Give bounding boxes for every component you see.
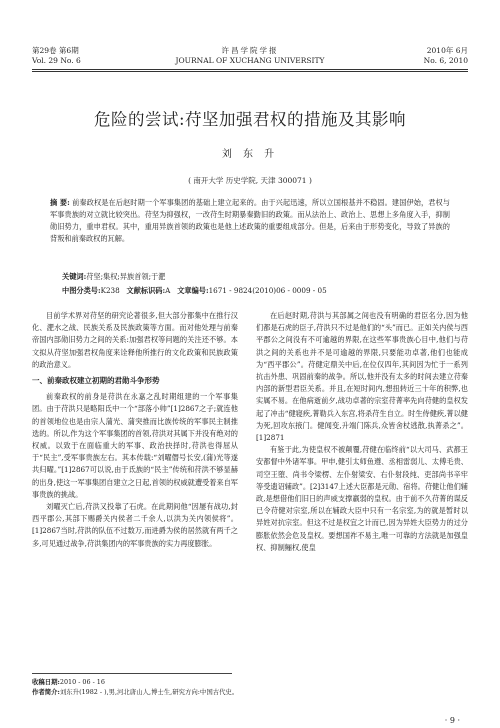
body-paragraph: 刘曜灭亡后,苻洪又投靠了石虎。在此期间他“因屡有战功,封西平郡公,其部下赐爵关内侯者二千余人,以洪为关内领侯将”。[1]2867当时,苻洪的队伍不过数万,而进爵为侯的居然就有两千之多,可见通过战争,苻洪集团内的军事贵族的实力再度膨胀。 <box>32 502 238 548</box>
body-right-column <box>256 310 468 668</box>
article-title: 危险的尝试:苻坚加强君权的措施及其影响 <box>93 110 407 129</box>
keywords-line <box>62 272 165 282</box>
author-bio: 刘东升(1982 - ),男,河北唐山人,博士生,研究方向:中国古代史。 <box>59 688 239 696</box>
journal-date <box>424 46 468 66</box>
author-affiliation: ( 南开大学 历史学院, 天津 300071 ) <box>188 176 312 185</box>
volume-cn: 第29卷 第6期 <box>32 46 79 55</box>
received-line <box>32 677 238 687</box>
author-bio-label: 作者简介: <box>32 688 60 696</box>
volume-en: Vol. 29 No. 6 <box>32 56 81 65</box>
clc-label: 中图分类号: <box>62 286 101 295</box>
article-no-label: 文章编号: <box>177 286 209 295</box>
date-en: No. 6, 2010 <box>423 56 468 65</box>
date-cn: 2010年 6月 <box>426 46 468 55</box>
abstract <box>50 197 450 245</box>
classification-line <box>62 286 327 296</box>
intro-paragraph: 目前学术界对苻坚的研究论著很多,但大部分都集中在推行汉化、淝水之战、民族关系及民族政策等方面。而对他处理与前秦帝国内部勋旧势力之间的关系:加强君权等问题的关注还不够。本文拟从苻坚加强君权角度来诠释他所推行的文化政策和民族政策的政治意义。 <box>32 311 238 369</box>
received-label: 收稿日期: <box>32 678 60 686</box>
journal-name-en: JOURNAL OF XUCHANG UNIVERSITY <box>175 56 325 65</box>
footnotes <box>32 677 238 697</box>
received-date: 2010 - 06 - 16 <box>59 678 105 686</box>
page-number: · 9 · <box>444 716 460 725</box>
body-paragraph: 有鉴于此,为使皇权不被颠覆,苻健在临终前“以大司马、武都王安都督中外诸军事。甲申,健引太师鱼遵、丞相雷弱儿、太傅毛贵、司空王堕、尚书令梁楞、左仆射梁安、右仆射段纯、吏部尚书辛牢等受遗诏辅政”。[2]3147上述大臣都是元勋、宿将。苻健让他们辅政,是想借他们旧日的声威支撑羸弱的皇权。由于前不久苻菁的谋反已令苻健对宗室,所以在辅政大臣中只有一名宗室,为的就是暂时以异姓对抗宗室。但这不过是权宜之计而已,因为异姓大臣势力的过分膨胀依然会危及皇权。要想国祚不易主,唯一可靠的方法就是加强皇权、抑制鲡权,使皇 <box>256 445 468 552</box>
abstract-label: 摘 要: <box>50 198 70 207</box>
keywords-label: 关键词: <box>62 272 87 281</box>
clc-value: K238 <box>100 286 120 295</box>
body-paragraph: 前秦政权的前身是苻洪在永嘉之乱时期组建的一个军事集团。由于苻洪只是略阳氐中一个“部落小帅”[1]2867之子;就连他的首领地位也是由宗人蒲光、蒲突推而比族传统的军事民主制推选的。所以,作为这个军事集团的首领,苻洪对其属下并没有绝对的权威。以致于在面临重大的军事、政治抉择时,苻洪也得屈从于“民主”,受军事贵族左右。其本传载:“刘曜僭号长安,(蒲)光等遂共归曜。”[1]2867可以说,由于氐族的“民主”传统和苻洪不够显赫的出身,使这一军事集团自建立之日起,首领的权威就遭受着来自军事贵族的挑战。 <box>32 392 238 499</box>
doc-code-label: 文献标识码: <box>126 286 166 295</box>
footnote-rule <box>32 673 232 674</box>
article-no-value: 1671 - 9824(2010)06 - 0009 - 05 <box>208 286 327 295</box>
header-rule-bottom <box>32 71 468 72</box>
body-paragraph: 在后赵时期,苻洪与其部属之间也没有明确的君臣名分,因为他们都是石虎的臣子,苻洪只不过是他们的“头”而已。正如关内侯与西平郡公之间没有不可逾越的界限,在这些军事贵族心目中,他们与苻洪之间的关系也并不是可逾越的界限,只要能功卓著,他们也能成为“西平郡公”。苻健定鼎关中后,在位仅四年,其间因为忙于一系列抗击外患、巩固前秦的战争。所以,他并没有太多的时间去建立苻秦内部的新型君臣关系。并且,在短时间内,想扭转近三十年的积弊,也实属不易。在他病逝前夕,战功卓著的宗室苻菁率先向苻健的皇权发起了冲击“健寝疾,菁勒兵入东宫,将杀苻生自立。时生侍健疾,菁以健为死,回攻东掖门。健闻变,升端门陈兵,众皆舍杖逃散,执菁杀之”。[1]2871 <box>256 311 468 443</box>
body-left-column <box>32 310 238 668</box>
journal-name-cn: 许昌学院学报 <box>221 46 279 55</box>
section-heading: 一、前秦政权建立初期的君勋斗争形势 <box>32 376 160 386</box>
article-author: 刘 东 升 <box>221 149 279 160</box>
abstract-text: 前秦政权是在后赵时期一个军事集团的基础上建立起来的。由于兴起迅速，所以立国根基并不稳固。建国伊始，君权与军事贵族的对立就比较突出。苻坚为抑强权，一改苻生时期暴秦勤旧的政策。而从法治上、政治上、思想上多角度入手，抑制勋旧势力，重申君权。其中，重用异族首领的政策也是他上述政策的重要组成部分。但是，后来由于形势变化，导致了异族的背叛和前秦政权的瓦解。 <box>50 198 450 243</box>
header-rule-top <box>32 69 468 70</box>
doc-code-value: A <box>165 286 171 295</box>
keywords-value: 苻坚;集权;异族首领;于淝 <box>86 272 166 281</box>
author-bio-line <box>32 687 238 697</box>
